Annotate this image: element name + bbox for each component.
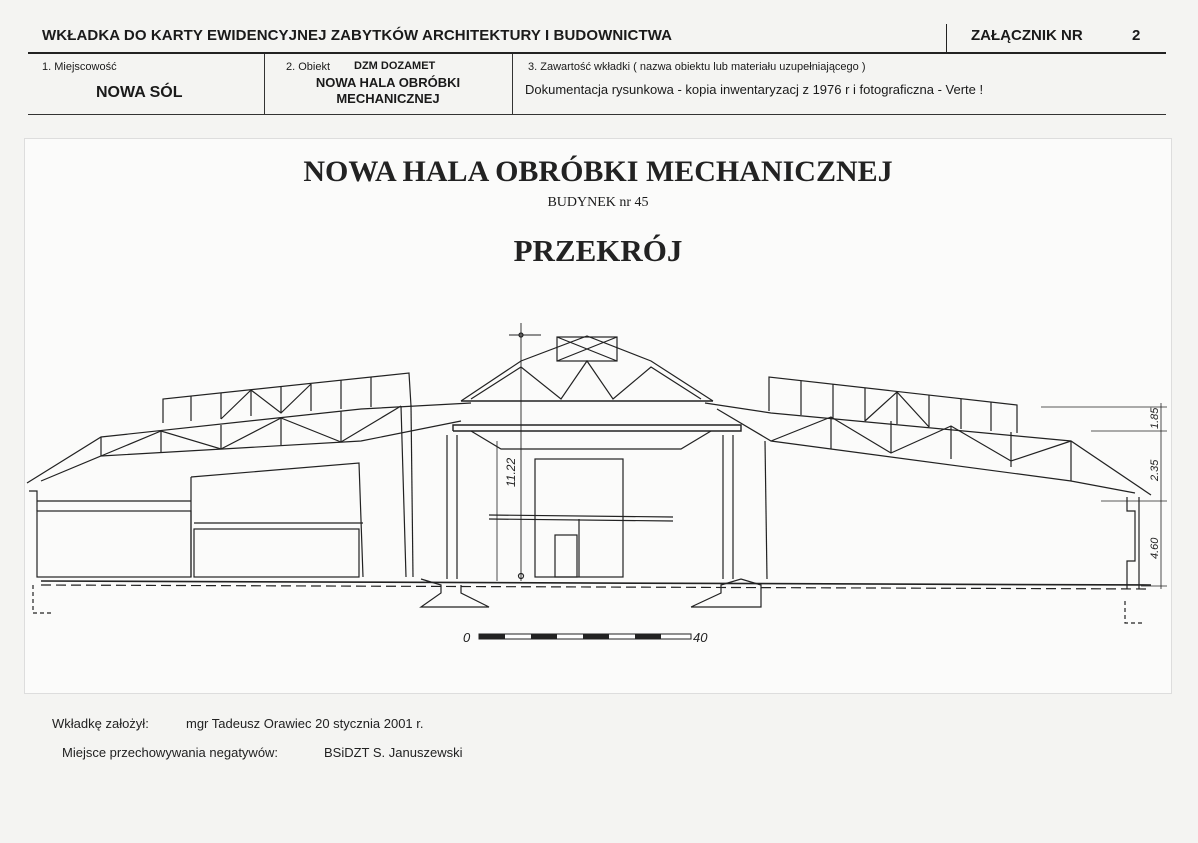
object-value-line2: MECHANICZNEJ	[336, 91, 440, 106]
left-roof-truss	[27, 403, 471, 577]
author-value: mgr Tadeusz Orawiec 20 stycznia 2001 r.	[186, 716, 424, 731]
author-label: Wkładkę założył:	[52, 716, 149, 731]
dimension-low: 4.60	[1149, 537, 1161, 559]
scale-start: 0	[463, 630, 471, 645]
cross-section-drawing	[25, 139, 1171, 693]
left-annex	[29, 463, 363, 613]
drawing-sheet	[24, 138, 1172, 694]
locality-value: NOWA SÓL	[96, 84, 183, 101]
storage-value: BSiDZT S. Januszewski	[324, 745, 463, 760]
object-company: DZM DOZAMET	[354, 60, 436, 72]
ground-line	[41, 581, 1151, 589]
right-roof-truss	[705, 403, 1151, 623]
attachment-label: ZAŁĄCZNIK NR	[971, 27, 1083, 44]
fields-row	[28, 54, 1166, 115]
object-label: 2. Obiekt	[286, 61, 331, 73]
attachment-number: 2	[1132, 27, 1141, 44]
central-hall	[421, 323, 761, 607]
document-title: WKŁADKA DO KARTY EWIDENCYJNEJ ZABYTKÓW ARCHITEKTURY I BUDOWNICTWA	[42, 27, 673, 44]
header-divider	[946, 24, 947, 52]
object-value-line1: NOWA HALA OBRÓBKI	[315, 75, 461, 90]
locality-label: 1. Miejscowość	[42, 61, 117, 73]
storage-label: Miejsce przechowywania negatywów:	[62, 745, 279, 760]
contents-label: 3. Zawartość wkładki ( nazwa obiektu lub materiału uzupełniającego )	[528, 61, 866, 73]
dimension-top: 1.85	[1149, 407, 1161, 429]
left-clerestory	[163, 373, 411, 423]
document-header	[28, 22, 1166, 54]
contents-value: Dokumentacja rysunkowa - kopia inwentaryzacj z 1976 r i fotograficzna - Verte !	[525, 82, 984, 97]
drawing-title: NOWA HALA OBRÓBKI MECHANICZNEJ	[303, 155, 893, 188]
dimension-center: 11.22	[504, 457, 518, 487]
building-number: BUDYNEK nr 45	[547, 195, 649, 210]
dimension-mid: 2.35	[1149, 459, 1161, 481]
scale-end: 40	[693, 630, 708, 645]
view-title: PRZEKRÓJ	[513, 233, 683, 268]
cell-divider-2	[512, 54, 513, 114]
scale-bar	[479, 634, 691, 639]
